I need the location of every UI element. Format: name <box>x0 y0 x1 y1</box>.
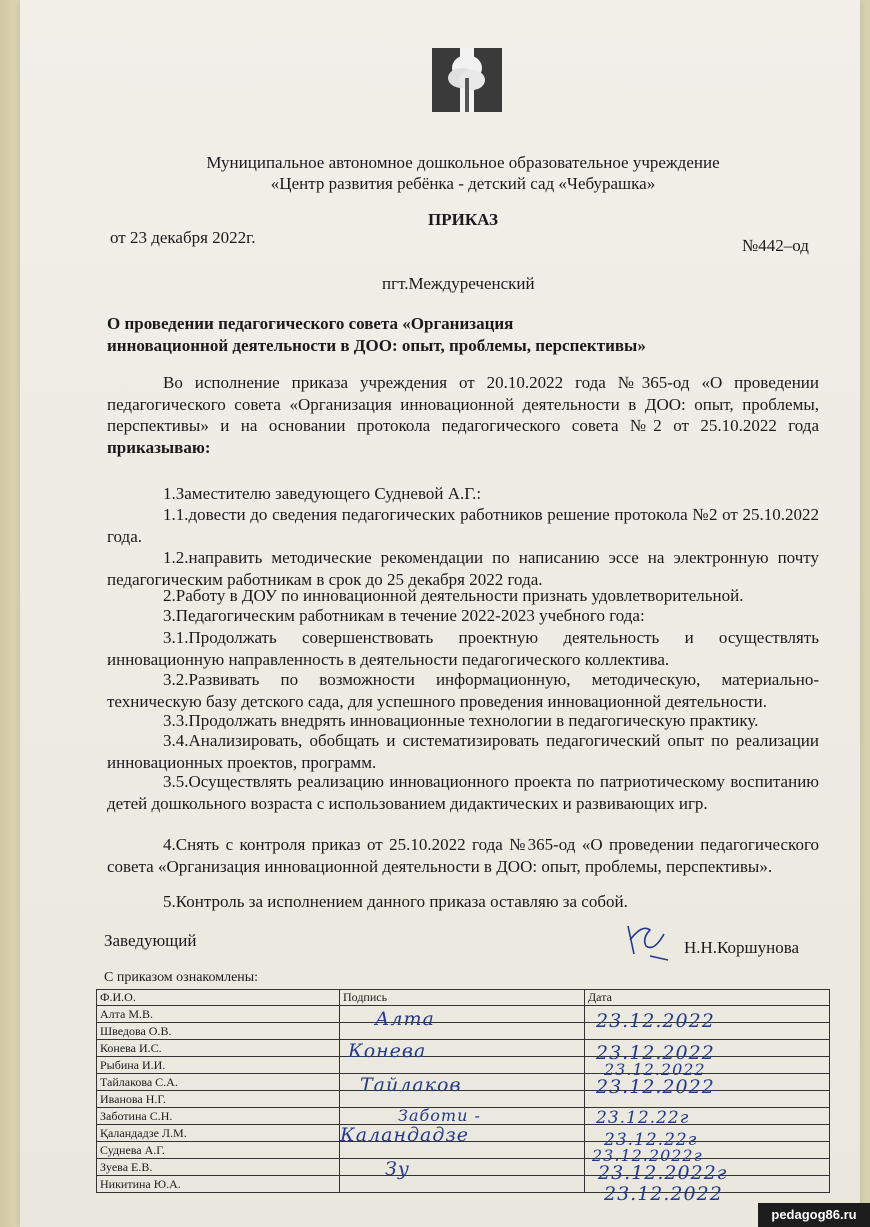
handwritten-signature <box>620 916 674 962</box>
employee-name: Суднева А.Г. <box>97 1142 340 1159</box>
organization-name-line2: «Центр развития ребёнка - детский сад «Чебурашка» <box>270 174 656 193</box>
employee-name: Никитина Ю.А. <box>97 1176 340 1193</box>
order-item: 3.4.Анализировать, обобщать и систематизировать педагогический опыт по реализации инновационных проектов, программ. <box>107 731 819 772</box>
preamble-text: Во исполнение приказа учреждения от 20.10.2022 года №365-од «О проведении педагогического совета «Организация инновационной деятельности в ДОО: опыт, проблемы, перспективы» и на основании протокола педагогического совета №2 от 25.10.2022 года <box>107 373 819 435</box>
subject-line2: инновационной деятельности в ДОО: опыт, проблемы, перспективы» <box>107 336 646 355</box>
handwritten-date: 23.12.2022 <box>596 1010 715 1032</box>
handwritten-signature: Алта <box>375 1008 435 1030</box>
handwritten-signature: Заботи - <box>398 1106 481 1125</box>
employee-name: Алта М.В. <box>97 1006 340 1023</box>
organization-name-line1: Муниципальное автономное дошкольное образовательное учреждение <box>206 153 720 172</box>
order-item: 1.Заместителю заведующего Судневой А.Г.: <box>163 484 482 503</box>
order-item: 3.2.Развивать по возможности информационную, методическую, материально-техническую базу детского сада, для успешного проведения инновационной деятельности. <box>107 670 819 711</box>
handwritten-signature: Конева <box>348 1040 427 1062</box>
order-item: 4.Снять с контроля приказ от 25.10.2022 года №365-од «О проведении педагогического совета «Организация инновационной деятельности в ДОО: опыт, проблемы, перспективы». <box>107 835 819 876</box>
employee-name: Заботина С.Н. <box>97 1108 340 1125</box>
employee-name: Тайлакова С.А. <box>97 1074 340 1091</box>
table-row <box>97 1074 830 1091</box>
signatory-role: Заведующий <box>104 931 197 950</box>
subject-line1: О проведении педагогического совета «Организация <box>107 314 514 333</box>
table-row <box>97 1091 830 1108</box>
preamble-paragraph <box>107 372 819 458</box>
order-item: 1.2.направить методические рекомендации по написанию эссе на электронную почту педагогическим работникам в срок до 25 декабря 2022 года. <box>107 548 819 589</box>
order-place: пгт.Междуреченский <box>382 274 535 293</box>
employee-name: Иванова Н.Г. <box>97 1091 340 1108</box>
order-item: 3.3.Продолжать внедрять инновационные технологии в педагогическую практику. <box>163 711 759 730</box>
handwritten-date: 23.12.22г <box>596 1108 690 1128</box>
signature-cell <box>340 1176 585 1193</box>
employee-name: Зуева Е.В. <box>97 1159 340 1176</box>
employee-name: Рыбина И.И. <box>97 1057 340 1074</box>
order-item: 1.1.довести до сведения педагогических работников решение протокола №2 от 25.10.2022 года. <box>107 505 819 546</box>
handwritten-date: 23.12.2022 <box>596 1042 715 1064</box>
employee-name: Шведова О.В. <box>97 1023 340 1040</box>
table-row <box>97 1023 830 1040</box>
order-item: 2.Работу в ДОУ по инновационной деятельности признать удовлетворительной. <box>163 586 744 605</box>
order-date: от 23 декабря 2022г. <box>110 228 256 247</box>
employee-name: Конева И.С. <box>97 1040 340 1057</box>
document-title: ПРИКАЗ <box>428 210 498 229</box>
order-item: 5.Контроль за исполнением данного приказа оставляю за собой. <box>163 892 628 911</box>
site-watermark: pedagog86.ru <box>758 1203 870 1227</box>
table-header-row <box>97 990 830 1006</box>
column-header-date: Дата <box>585 990 830 1006</box>
handwritten-date: 23.12.2022 <box>604 1060 706 1079</box>
acknowledgement-caption: С приказом ознакомлены: <box>104 970 259 985</box>
table-row <box>97 1040 830 1057</box>
column-header-name: Ф.И.О. <box>97 990 340 1006</box>
handwritten-signature: Зу <box>385 1158 410 1180</box>
order-number: №442–од <box>742 236 809 255</box>
order-item: 3.1.Продолжать совершенствовать проектную деятельность и осуществлять инновационную направленность в деятельности педагогического коллектива. <box>107 628 819 669</box>
handwritten-date: 23.12.2022 <box>596 1076 715 1098</box>
preamble-order-word: приказываю: <box>107 437 211 457</box>
table-row <box>97 1006 830 1023</box>
table-row <box>97 1057 830 1074</box>
employee-name: Қаландадзе Л.М. <box>97 1125 340 1142</box>
handwritten-date: 23.12.22г <box>604 1130 698 1150</box>
order-item: 3.Педагогическим работникам в течение 2022-2023 учебного года: <box>163 606 645 625</box>
handwritten-date: 23.12.2022 <box>604 1183 723 1205</box>
handwritten-date: 23.12.2022г <box>592 1146 703 1165</box>
order-item: 3.5.Осуществлять реализацию инновационного проекта по патриотическому воспитанию детей дошкольного возраста с использованием дидактических и развивающих игр. <box>107 772 819 813</box>
signature-cell <box>340 1159 585 1176</box>
handwritten-signature: Тайлаков <box>360 1074 462 1096</box>
handwritten-signature: Каландадзе <box>340 1124 469 1146</box>
handwritten-date: 23.12.2022г <box>598 1162 728 1184</box>
column-header-signature: Подпись <box>340 990 585 1006</box>
tree-emblem-icon <box>432 48 502 112</box>
signatory-name: Н.Н.Коршунова <box>684 938 800 957</box>
